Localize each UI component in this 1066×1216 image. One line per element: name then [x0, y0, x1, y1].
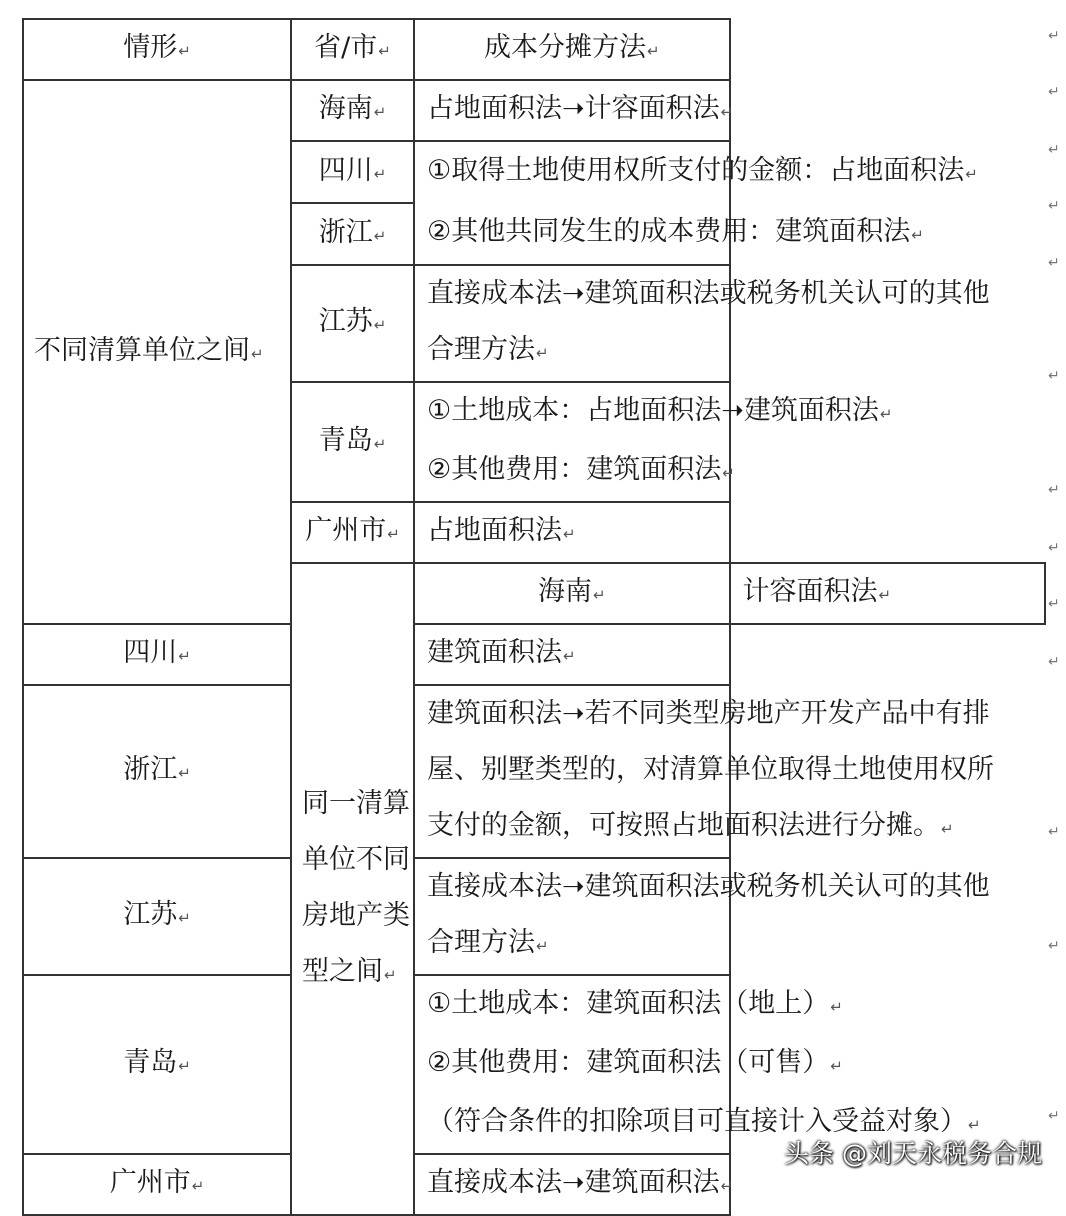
row-end-mark: ↵: [1048, 198, 1060, 214]
province-cell: 江苏↵: [291, 265, 414, 382]
row-end-mark: ↵: [1048, 654, 1060, 670]
watermark: 头条 @刘天永税务合规: [784, 1139, 1042, 1168]
province-cell: 青岛↵: [291, 382, 414, 502]
method-cell: 直接成本法➝建筑面积法或税务机关认可的其他 合理方法↵: [414, 265, 730, 382]
table-row: [23, 685, 1045, 858]
province-cell: 广州市↵: [23, 1154, 291, 1215]
province-cell: 江苏↵: [23, 858, 291, 975]
method-cell: 直接成本法➝建筑面积法↵: [414, 1154, 730, 1215]
row-end-mark: ↵: [1048, 255, 1060, 271]
table-row: [23, 624, 1045, 685]
table-row: [23, 858, 1045, 975]
method-cell: 占地面积法↵: [414, 502, 730, 563]
province-cell: 四川↵: [23, 624, 291, 685]
row-end-mark: ↵: [1048, 142, 1060, 158]
province-cell: 海南↵: [291, 80, 414, 141]
header-situation: 情形↵: [23, 19, 291, 80]
row-end-mark: ↵: [1048, 84, 1060, 100]
row-end-marks: [1048, 18, 1062, 1168]
method-cell: 建筑面积法↵: [414, 624, 730, 685]
province-cell: 青岛↵: [23, 975, 291, 1154]
method-cell: 占地面积法➝计容面积法↵: [414, 80, 730, 141]
row-end-mark: ↵: [1048, 482, 1060, 498]
row-end-mark: ↵: [1048, 28, 1060, 44]
situation-cell: 不同清算单位之间↵: [23, 80, 291, 624]
method-cell: ①取得土地使用权所支付的金额：占地面积法↵ ②其他共同发生的成本费用：建筑面积法↵: [414, 141, 730, 265]
row-end-mark: ↵: [1048, 368, 1060, 384]
row-end-mark: ↵: [1048, 824, 1060, 840]
method-cell: ①土地成本：建筑面积法（地上）↵ ②其他费用：建筑面积法（可售）↵ （符合条件的扣除项目可直接计入受益对象）↵: [414, 975, 730, 1154]
method-cell: 直接成本法➝建筑面积法或税务机关认可的其他 合理方法↵: [414, 858, 730, 975]
row-end-mark: ↵: [1048, 1108, 1060, 1124]
province-cell: 海南↵: [414, 563, 730, 624]
table-row: [23, 80, 1045, 141]
province-cell: 广州市↵: [291, 502, 414, 563]
province-cell: 浙江↵: [291, 203, 414, 265]
method-cell: 计容面积法↵: [730, 563, 1046, 624]
header-method: 成本分摊方法↵: [414, 19, 730, 80]
province-cell: 浙江↵: [23, 685, 291, 858]
row-end-mark: ↵: [1048, 938, 1060, 954]
row-end-mark: ↵: [1048, 596, 1060, 612]
header-province: 省/市↵: [291, 19, 414, 80]
province-cell: 四川↵: [291, 141, 414, 203]
cost-allocation-table: [22, 18, 1046, 1216]
table-row: [23, 975, 1045, 1154]
method-cell: 建筑面积法➝若不同类型房地产开发产品中有排 屋、别墅类型的，对清算单位取得土地使用权所 支付的金额，可按照占地面积法进行分摊。↵: [414, 685, 730, 858]
situation-cell: 同一清算单位不同 房地产类型之间↵: [291, 563, 414, 1215]
method-cell: ①土地成本：占地面积法➝建筑面积法↵ ②其他费用：建筑面积法↵: [414, 382, 730, 502]
row-end-mark: ↵: [1048, 540, 1060, 556]
table-header-row: [23, 19, 1045, 80]
